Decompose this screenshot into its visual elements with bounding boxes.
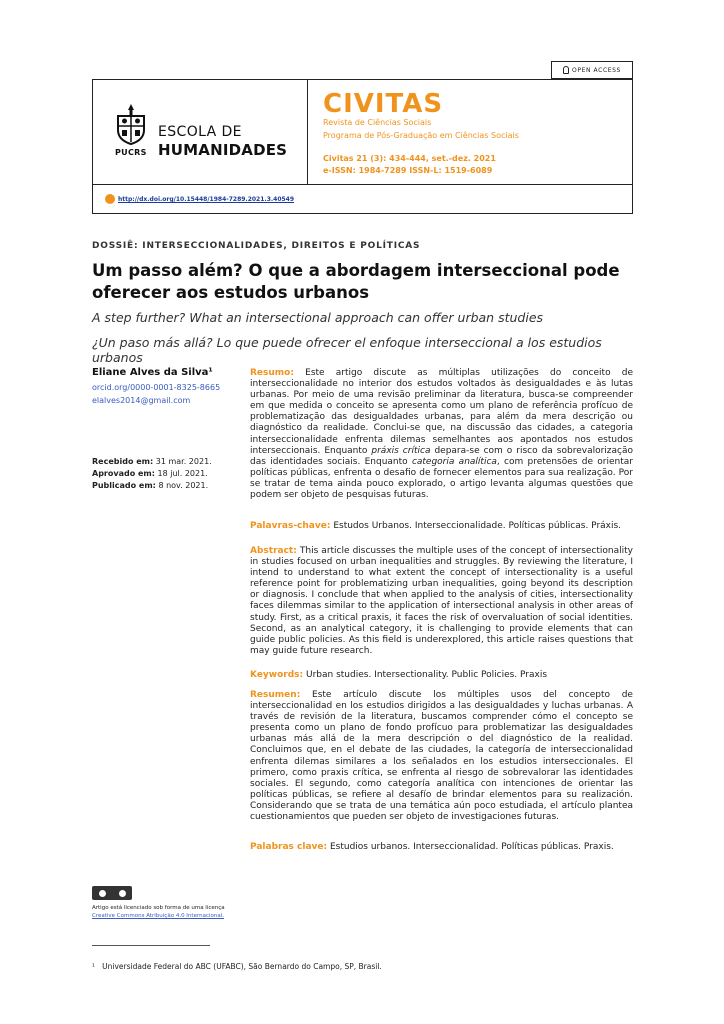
- abstract-keywords: Keywords: Urban studies. Intersectionality. Public Policies. Praxis: [250, 670, 548, 680]
- journal-title: CIVITAS: [323, 89, 444, 119]
- license-text: Artigo está licenciado sob forma de uma licença: [92, 905, 225, 911]
- resumo-paragraph: Resumo: Este artigo discute as múltiplas utilizações do conceito de interseccionalidade no interior dos estudos voltados às desigualdades e às lutas urbanas. Por meio de uma revisão preliminar da literatura, busca-se compreender em que medida o conceito se apresenta como um plano de referência profícuo de problematização das desigualdades urbanas, para além da mera descrição ou diagnóstico da realidade. Conclui-se que, na discussão das cidades, a categoria interseccionalidade enfrenta dilemas semelhantes aos apontados nos estudos interseccionais. Enquanto práxis crítica depara-se com o risco da sobrevalorização das identidades sociais. Enquanto categoria analítica, com pretensões de orientar políticas públicas, enfrenta o desafio de fornecer elementos para sua realização. Por se tratar de tema ainda pouco explorado, o artigo levanta algumas questões que podem ser objeto de pesquisas futuras.: [250, 368, 634, 501]
- journal-issn: e-ISSN: 1984-7289 ISSN-L: 1519-6089: [323, 166, 493, 175]
- school-line1: ESCOLA DE: [158, 124, 242, 140]
- header-divider: [92, 184, 633, 185]
- published-date: Publicado em: 8 nov. 2021.: [92, 481, 209, 490]
- open-access-badge: [551, 61, 633, 79]
- abstract-label: Abstract:: [250, 546, 297, 556]
- journal-program: Programa de Pós-Graduação em Ciências Sociais: [323, 131, 519, 140]
- doi-icon: [105, 194, 115, 204]
- open-access-label: OPEN ACCESS: [572, 66, 621, 74]
- resumen-keywords-label: Palabras clave:: [250, 842, 328, 852]
- resumen-label: Resumen:: [250, 690, 301, 700]
- received-date: Recebido em: 31 mar. 2021.: [92, 457, 212, 466]
- section-label: DOSSIÊ: INTERSECCIONALIDADES, DIREITOS E POLÍTICAS: [92, 241, 421, 251]
- school-line2: HUMANIDADES: [158, 141, 288, 159]
- creative-commons-icon[interactable]: [92, 886, 132, 900]
- article-dates: [92, 456, 212, 492]
- resumen-keywords: Palabras clave: Estudios urbanos. Interseccionalidad. Políticas públicas. Praxis.: [250, 842, 614, 852]
- resumen-paragraph: Resumen: Este artículo discute los múltiples usos del concepto de interseccionalidad en los estudios dirigidos a las desigualdades y luchas urbanas. A través de revisión de la literatura, buscamos comprender cómo el concepto se presenta como un plano de fondo profícuo para problematizar las desigualdades urbanas más allá de la mera descripción o del diagnóstico de la realidad. Concluimos que, en el debate de las ciudades, la categoría de interseccionalidad enfrenta dilemas similares a los señalados en los estudios interseccionales. El primero, como praxis crítica, se enfrenta al riesgo de sobrevalorar las identidades sociales. El segundo, como categoría analítica con intenciones de orientar las políticas públicas, se refiere al desafío de brindar elementos para su realización. Considerando que se trata de una temática aún poco estudiada, el artículo plantea cuestionamientos que pueden ser objeto de investigaciones futuras.: [250, 690, 633, 823]
- footnote-mark: ¹: [92, 962, 96, 971]
- abstract-paragraph: Abstract: This article discusses the multiple uses of the concept of intersectionality in studies focused on urban inequalities and struggles. By reviewing the literature, I intend to understand to what extent the concept of intersectionality is a useful reference point for problematizing urban inequalities, going beyond its description or diagnosis. I conclude that when applied to the analysis of cities, intersectionality faces dilemmas similar to the application of intersectional analysis in other areas of study. First, as a critical praxis, it faces the risk of overvaluation of social identities. Second, as an analytical category, it is challenging to provide elements that can guide public policies. As this field is underexplored, this article raises questions that may guide future research.: [250, 546, 633, 656]
- header-vertical-divider: [307, 79, 308, 184]
- license-link[interactable]: Creative Commons Atribuição 4.0 Internacional.: [92, 913, 225, 919]
- resumo-label: Resumo:: [250, 368, 294, 378]
- journal-issue: Civitas 21 (3): 434-444, set.-dez. 2021: [323, 154, 496, 163]
- pucrs-emblem-icon: [112, 102, 150, 146]
- approved-date: Aprovado em: 18 jul. 2021.: [92, 469, 208, 478]
- author-email-link[interactable]: elalves2014@gmail.com: [92, 396, 191, 405]
- article-title-spanish: ¿Un paso más allá? Lo que puede ofrecer el enfoque interseccional a los estudios urbanos: [92, 335, 602, 365]
- footnote-text: Universidade Federal do ABC (UFABC), São Bernardo do Campo, SP, Brasil.: [102, 962, 382, 971]
- doi-link[interactable]: http://dx.doi.org/10.15448/1984-7289.2021.3.40549: [118, 196, 295, 203]
- footnote-rule: [92, 945, 210, 946]
- resumo-keywords: Palavras-chave: Estudos Urbanos. Interseccionalidade. Políticas públicas. Práxis.: [250, 521, 622, 531]
- author-name: Eliane Alves da Silva¹: [92, 367, 213, 378]
- journal-subtitle: Revista de Ciências Sociais: [323, 118, 432, 127]
- pucrs-label: PUCRS: [115, 148, 147, 157]
- footnote: [92, 962, 382, 971]
- abstract-keywords-label: Keywords:: [250, 670, 304, 680]
- resumo-keywords-label: Palavras-chave:: [250, 521, 331, 531]
- author-orcid-link[interactable]: orcid.org/0000-0001-8325-8665: [92, 383, 221, 392]
- article-title-english: A step further? What an intersectional approach can offer urban studies: [92, 310, 544, 325]
- article-title: Um passo além? O que a abordagem interseccional pode oferecer aos estudos urbanos: [92, 261, 620, 302]
- open-access-lock-icon: [563, 66, 569, 74]
